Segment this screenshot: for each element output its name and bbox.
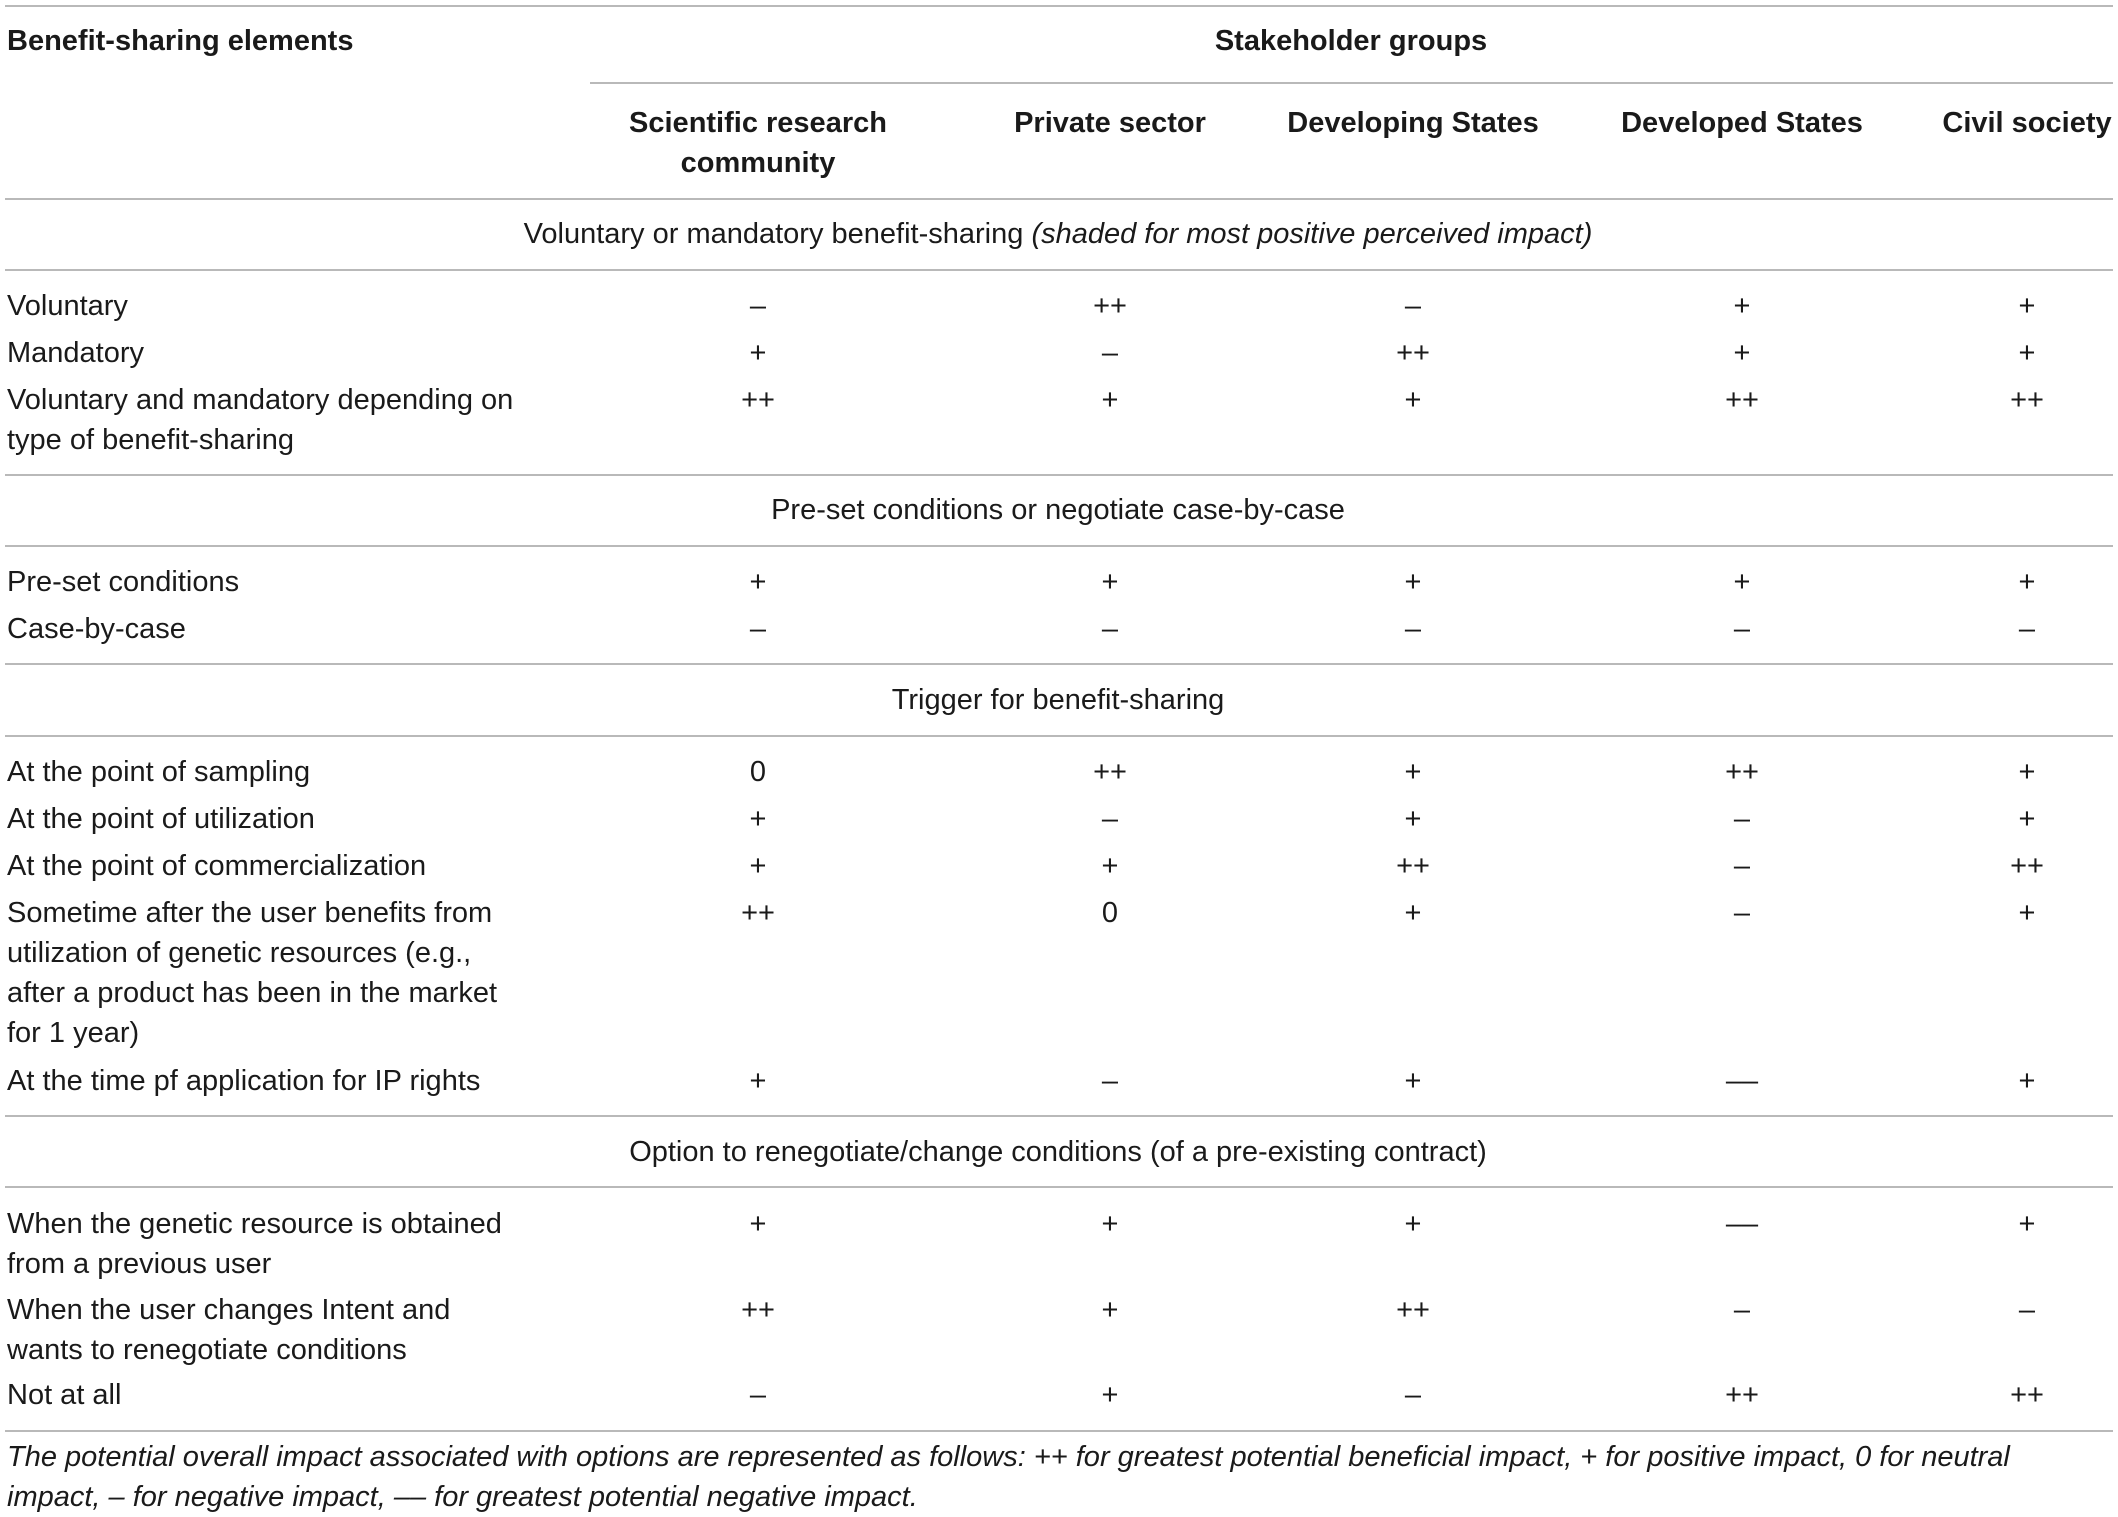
cell-value: + [1404, 566, 1422, 598]
cell-value: – [2018, 613, 2036, 645]
cell-value: ++ [741, 897, 775, 929]
group-header-rule [590, 82, 2113, 84]
cell-value: + [2018, 897, 2036, 929]
cell-value: + [749, 1208, 767, 1240]
cell-value: + [1733, 337, 1751, 369]
section-rule [5, 1115, 2113, 1117]
cell-value: 0 [749, 756, 767, 788]
cell-value: + [1101, 1379, 1119, 1411]
cell-value: – [749, 1379, 767, 1411]
cell-value: + [2018, 566, 2036, 598]
cell-value: + [749, 803, 767, 835]
cell-value: ++ [1396, 1294, 1430, 1326]
cell-value: ++ [2010, 384, 2044, 416]
row-label: At the point of sampling [7, 756, 311, 788]
cell-value: ++ [1396, 850, 1430, 882]
cell-value: + [749, 337, 767, 369]
cell-value: – [1733, 803, 1751, 835]
cell-value: –– [1725, 1065, 1759, 1097]
section-rule [5, 269, 2113, 271]
row-label: At the time pf application for IP rights [7, 1065, 481, 1097]
row-label: Voluntary and mandatory depending on type of benefit-sharing [7, 384, 514, 456]
row-label: Case-by-case [7, 613, 186, 645]
cell-value: – [1101, 803, 1119, 835]
section-rule [5, 735, 2113, 737]
cell-value: 0 [1101, 897, 1119, 929]
cell-value: + [1733, 566, 1751, 598]
cell-value: ++ [741, 1294, 775, 1326]
cell-value: + [1404, 756, 1422, 788]
cell-value: + [1101, 850, 1119, 882]
section-title: Trigger for benefit-sharing [891, 684, 1225, 716]
cell-value: + [1101, 384, 1119, 416]
cell-value: – [1733, 897, 1751, 929]
table-bottom-rule [5, 1430, 2113, 1432]
cell-value: + [1404, 897, 1422, 929]
cell-value: ++ [1093, 756, 1127, 788]
column-header-developed: Developed States [1621, 107, 1863, 139]
cell-value: –– [1725, 1208, 1759, 1240]
cell-value: ++ [1725, 384, 1759, 416]
section-rule [5, 1186, 2113, 1188]
section-title: Voluntary or mandatory benefit-sharing (shaded for most positive perceived impact) [523, 218, 1593, 250]
column-header-developing: Developing States [1287, 107, 1539, 139]
row-label: When the user changes Intent and wants to renegotiate conditions [7, 1294, 451, 1366]
row-label: Sometime after the user benefits from utilization of genetic resources (e.g., after a product has been in the market for 1 year) [7, 897, 498, 1049]
cell-value: + [749, 1065, 767, 1097]
table-top-rule [5, 5, 2113, 7]
cell-value: – [1404, 613, 1422, 645]
cell-value: + [2018, 1065, 2036, 1097]
cell-value: + [749, 850, 767, 882]
cell-value: + [1733, 290, 1751, 322]
table-footnote: The potential overall impact associated with options are represented as follows: ++ for greatest potential beneficial impact, + for positive impact, 0 for neutral impact, – for negative impact, –– for greatest potential negative impact. [7, 1441, 2010, 1513]
column-header-civil: Civil society [1942, 107, 2112, 139]
section-title: Pre-set conditions or negotiate case-by-case [771, 494, 1345, 526]
cell-value: + [2018, 756, 2036, 788]
cell-value: + [1404, 384, 1422, 416]
cell-value: – [749, 290, 767, 322]
cell-value: + [1404, 803, 1422, 835]
section-title: Option to renegotiate/change conditions (of a pre-existing contract) [629, 1136, 1487, 1168]
cell-value: ++ [1725, 1379, 1759, 1411]
section-title-note: (shaded for most positive perceived impact) [1031, 218, 1593, 250]
cell-value: – [1101, 337, 1119, 369]
column-header-scientific: Scientific research community [629, 107, 887, 179]
cell-value: – [1101, 613, 1119, 645]
group-header: Stakeholder groups [1214, 25, 1488, 57]
cell-value: + [1404, 1065, 1422, 1097]
row-header: Benefit-sharing elements [7, 25, 354, 57]
row-label: At the point of commercialization [7, 850, 427, 882]
cell-value: + [2018, 803, 2036, 835]
row-label: Not at all [7, 1379, 122, 1411]
cell-value: – [1733, 613, 1751, 645]
column-header-private: Private sector [1014, 107, 1206, 139]
cell-value: – [1733, 1294, 1751, 1326]
cell-value: + [1404, 1208, 1422, 1240]
row-label: Pre-set conditions [7, 566, 240, 598]
cell-value: + [1101, 566, 1119, 598]
row-label: At the point of utilization [7, 803, 315, 835]
cell-value: ++ [741, 384, 775, 416]
cell-value: + [2018, 1208, 2036, 1240]
cell-value: + [2018, 290, 2036, 322]
section-rule [5, 663, 2113, 665]
cell-value: ++ [2010, 850, 2044, 882]
row-label: Voluntary [7, 290, 128, 322]
cell-value: – [1404, 290, 1422, 322]
row-label: When the genetic resource is obtained from a previous user [7, 1208, 502, 1280]
cell-value: + [749, 566, 767, 598]
cell-value: ++ [1396, 337, 1430, 369]
section-rule [5, 474, 2113, 476]
cell-value: ++ [2010, 1379, 2044, 1411]
cell-value: ++ [1725, 756, 1759, 788]
cell-value: + [2018, 337, 2036, 369]
cell-value: – [1101, 1065, 1119, 1097]
cell-value: + [1101, 1294, 1119, 1326]
cell-value: – [1404, 1379, 1422, 1411]
cell-value: + [1101, 1208, 1119, 1240]
header-bottom-rule [5, 198, 2113, 200]
cell-value: – [749, 613, 767, 645]
cell-value: ++ [1093, 290, 1127, 322]
cell-value: – [2018, 1294, 2036, 1326]
section-rule [5, 545, 2113, 547]
cell-value: – [1733, 850, 1751, 882]
row-label: Mandatory [7, 337, 145, 369]
